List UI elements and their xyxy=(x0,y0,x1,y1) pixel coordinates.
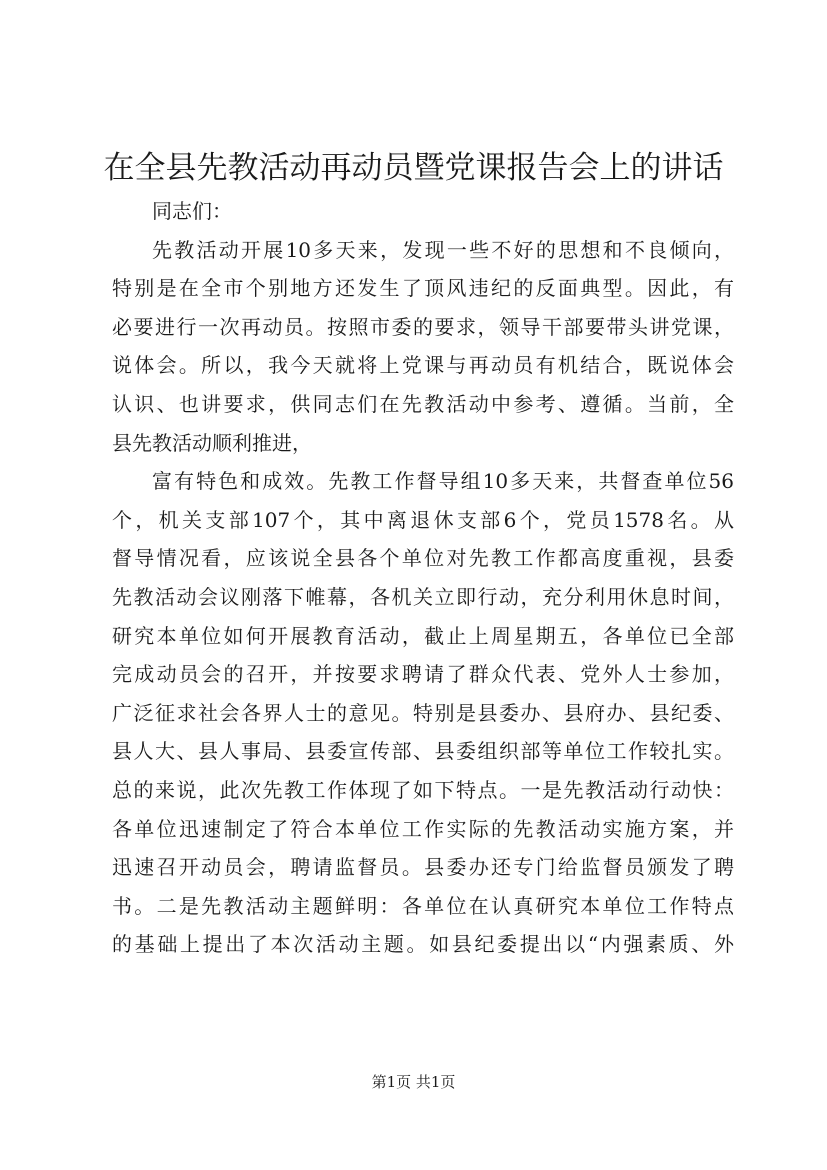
paragraph-2-line: 迅速召开动员会，聘请监督员。县委办还专门给监督员颁发了聘 xyxy=(112,855,734,880)
paragraph-2-line: 个，机关支部107个，其中离退休支部6个，党员1578名。从 xyxy=(112,507,734,532)
paragraph-2-line: 的基础上提出了本次活动主题。如县纪委提出以“内强素质、外 xyxy=(112,932,734,957)
paragraph-1-line: 先教活动开展10多天来，发现一些不好的思想和不良倾向， xyxy=(152,237,734,262)
paragraph-2-line: 总的来说，此次先教工作体现了如下特点。一是先教活动行动快： xyxy=(112,777,734,802)
paragraph-2-line: 完成动员会的召开，并按要求聘请了群众代表、党外人士参加， xyxy=(112,662,734,687)
paragraph-1-line: 必要进行一次再动员。按照市委的要求，领导干部要带头讲党课， xyxy=(112,314,734,339)
paragraph-2-line: 先教活动会议刚落下帷幕，各机关立即行动，充分利用休息时间， xyxy=(112,584,734,609)
document-title: 在全县先教活动再动员暨党课报告会上的讲话 xyxy=(103,150,724,186)
paragraph-2-line: 研究本单位如何开展教育活动，截止上周星期五，各单位已全部 xyxy=(112,623,734,648)
paragraph-1-line: 说体会。所以，我今天就将上党课与再动员有机结合，既说体会 xyxy=(112,353,734,378)
paragraph-2-line: 书。二是先教活动主题鲜明：各单位在认真研究本单位工作特点 xyxy=(112,893,734,918)
paragraph-2-line: 广泛征求社会各界人士的意见。特别是县委办、县府办、县纪委、 xyxy=(112,700,734,725)
paragraph-1-line: 县先教活动顺利推进， xyxy=(112,430,312,455)
document-body xyxy=(112,192,734,964)
paragraph-2-line: 各单位迅速制定了符合本单位工作实际的先教活动实施方案，并 xyxy=(112,816,734,841)
paragraph-2-line: 富有特色和成效。先教工作督导组10多天来，共督查单位56 xyxy=(152,469,734,494)
paragraph-1-line: 认识、也讲要求，供同志们在先教活动中参考、遵循。当前，全 xyxy=(112,391,734,416)
paragraph-2-line: 县人大、县人事局、县委宣传部、县委组织部等单位工作较扎实。 xyxy=(112,739,734,764)
page-number: 第1页 共1页 xyxy=(371,1073,456,1091)
salutation: 同志们： xyxy=(152,199,232,223)
paragraph-1-line: 特别是在全市个别地方还发生了顶风违纪的反面典型。因此，有 xyxy=(112,276,734,301)
paragraph-2-line: 督导情况看，应该说全县各个单位对先教工作都高度重视，县委 xyxy=(112,546,734,571)
